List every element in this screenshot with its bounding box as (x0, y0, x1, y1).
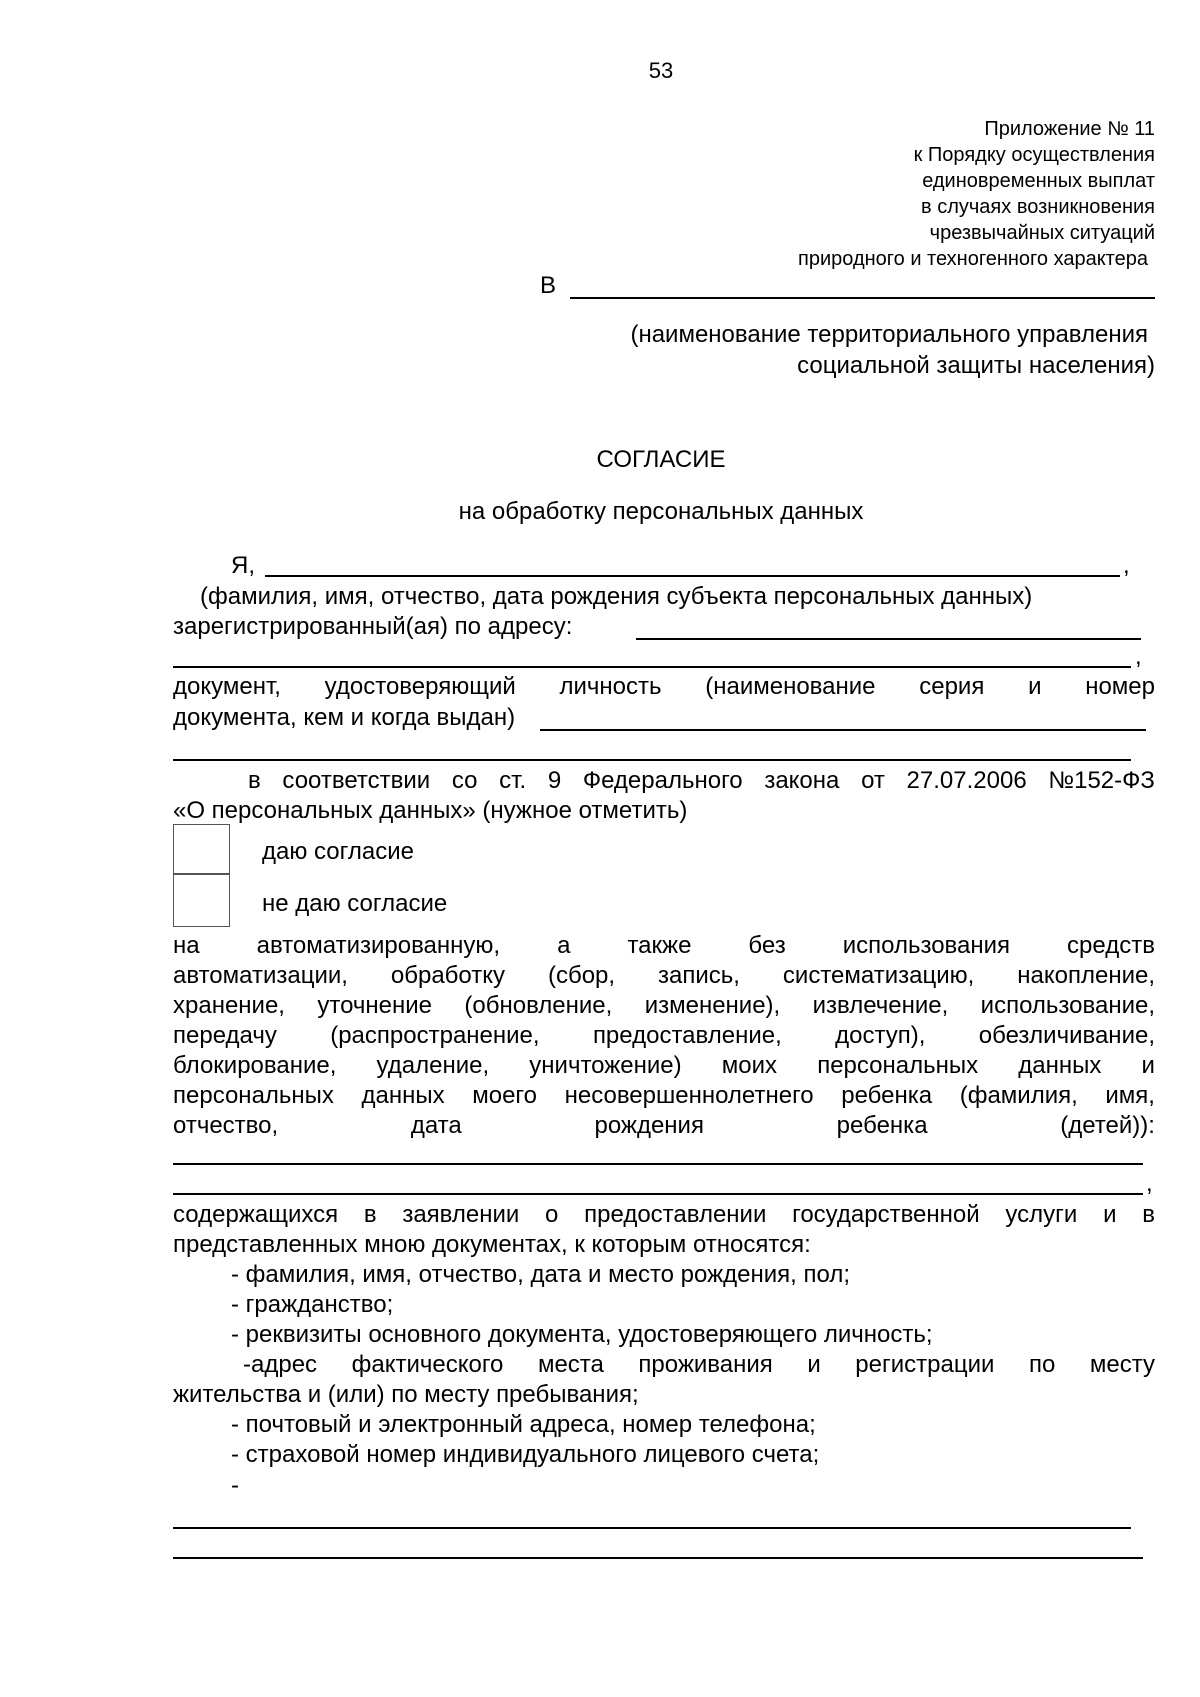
item-word: месту (1089, 1351, 1155, 1378)
processing-line-1 (173, 932, 1155, 960)
processing-word: ребенка (841, 1082, 933, 1109)
processing-line-3 (173, 992, 1155, 1020)
contained-line-2: представленных мною документах, к которым относятся: (173, 1231, 811, 1258)
processing-word: имя, (1105, 1082, 1155, 1109)
item-word: проживания (638, 1351, 773, 1378)
document-word: удостоверяющий (324, 673, 516, 700)
document-subtitle: на обработку персональных данных (458, 498, 864, 525)
annex-line-3: единовременных выплат (922, 170, 1155, 192)
document-line-1 (173, 673, 1155, 701)
law-word: 27.07.2006 (906, 767, 1027, 794)
processing-word: данных (1018, 1052, 1102, 1079)
list-item: - фамилия, имя, отчество, дата и место рождения, пол; (231, 1261, 850, 1288)
subject-prefix: Я, (231, 552, 255, 579)
processing-word: персональных (817, 1052, 979, 1079)
processing-word: (фамилия, (959, 1082, 1078, 1109)
addressee-prefix: В (540, 272, 557, 299)
processing-word: хранение, (173, 992, 285, 1019)
processing-word: использования (842, 932, 1011, 959)
contained-word: в (1142, 1201, 1155, 1228)
processing-word: а (557, 932, 571, 959)
child-info-line-2[interactable] (173, 1193, 1143, 1195)
list-item: - страховой номер индивидуального лицевого счета; (231, 1441, 820, 1468)
other-data-line-1[interactable] (173, 1527, 1131, 1529)
no-consent-label: не даю согласие (262, 890, 448, 917)
processing-word: запись, (658, 962, 740, 989)
law-word: соответствии (282, 767, 431, 794)
processing-line-7 (173, 1112, 1155, 1140)
contained-word: и (1103, 1201, 1117, 1228)
document-word: личность (559, 673, 662, 700)
processing-word: средств (1067, 932, 1155, 959)
subject-name-line[interactable] (265, 575, 1120, 577)
processing-word: персональных (173, 1082, 334, 1109)
processing-line-5 (173, 1052, 1155, 1080)
list-item: - (231, 1472, 239, 1499)
law-word: №152-ФЗ (1048, 767, 1155, 794)
other-data-line-2[interactable] (173, 1557, 1143, 1559)
list-item: - почтовый и электронный адреса, номер телефона; (231, 1411, 816, 1438)
document-line-blank-1[interactable] (540, 729, 1146, 731)
law-word: со (451, 767, 478, 794)
processing-word: уничтожение) (529, 1052, 682, 1079)
addressee-caption-line-1: (наименование территориального управления (630, 321, 1148, 348)
document-word: номер (1085, 673, 1155, 700)
processing-word: удаление, (376, 1052, 490, 1079)
processing-word: обезличивание, (978, 1022, 1155, 1049)
processing-word: систематизацию, (782, 962, 975, 989)
processing-word: моего (472, 1082, 537, 1109)
law-word: Федерального (582, 767, 743, 794)
law-word: ст. (499, 767, 527, 794)
law-word: от (861, 767, 885, 794)
processing-word: (распространение, (330, 1022, 540, 1049)
item-word: и (807, 1351, 821, 1378)
contained-word: государственной (792, 1201, 980, 1228)
list-item (243, 1351, 1155, 1379)
annex-line-6: природного и техногенного характера (798, 248, 1148, 270)
processing-word: (сбор, (547, 962, 616, 989)
contained-word: услуги (1005, 1201, 1078, 1228)
addressee-blank-line[interactable] (570, 297, 1155, 299)
annex-line-4: в случаях возникновения (921, 196, 1155, 218)
processing-line-6 (173, 1082, 1155, 1110)
addressee-caption-line-2: социальной защиты населения) (797, 352, 1155, 379)
item-word: фактического (351, 1351, 504, 1378)
contained-word: заявлении (402, 1201, 520, 1228)
processing-word: изменение), (644, 992, 781, 1019)
page-number: 53 (648, 58, 674, 83)
processing-word: обработку (390, 962, 506, 989)
address-line-2[interactable] (173, 666, 1131, 668)
list-item: - гражданство; (231, 1291, 394, 1318)
processing-word: блокирование, (173, 1052, 337, 1079)
processing-word: также (627, 932, 692, 959)
subject-comma: , (1123, 552, 1130, 579)
contained-word: предоставлении (584, 1201, 767, 1228)
processing-word: уточнение (317, 992, 433, 1019)
annex-line-1: Приложение № 11 (984, 118, 1155, 140)
processing-line-4 (173, 1022, 1155, 1050)
processing-word: использование, (980, 992, 1155, 1019)
consent-label: даю согласие (262, 838, 414, 865)
law-word: в (248, 767, 261, 794)
contained-line-1 (173, 1201, 1155, 1229)
item-word: -адрес (243, 1351, 318, 1378)
document-line-blank-2[interactable] (173, 759, 1131, 761)
annex-line-2: к Порядку осуществления (913, 144, 1155, 166)
processing-word: (обновление, (464, 992, 613, 1019)
document-word: (наименование (705, 673, 876, 700)
item-word: по (1028, 1351, 1056, 1378)
processing-word: без (748, 932, 786, 959)
item-word: регистрации (855, 1351, 995, 1378)
annex-line-5: чрезвычайных ситуаций (929, 222, 1155, 244)
document-line-2: документа, кем и когда выдан) (173, 704, 516, 731)
processing-word: предоставление, (592, 1022, 782, 1049)
contained-word: в (363, 1201, 377, 1228)
document-word: серия (919, 673, 985, 700)
law-word: закона (764, 767, 840, 794)
document-title: СОГЛАСИЕ (596, 446, 726, 473)
address-comma: , (1135, 643, 1142, 670)
contained-word: о (545, 1201, 559, 1228)
processing-word: ребенка (836, 1112, 928, 1139)
law-line-2: «О персональных данных» (нужное отметить) (173, 797, 688, 824)
subject-caption: (фамилия, имя, отчество, дата рождения субъекта персональных данных) (200, 583, 1033, 610)
list-item: - реквизиты основного документа, удостоверяющего личность; (231, 1321, 933, 1348)
list-item-continuation: жительства и (или) по месту пребывания; (173, 1381, 639, 1408)
processing-word: дата (410, 1112, 462, 1139)
processing-word: несовершеннолетнего (564, 1082, 814, 1109)
processing-word: и (1141, 1052, 1155, 1079)
processing-word: на (173, 932, 200, 959)
address-line-1[interactable] (636, 638, 1141, 640)
processing-line-2 (173, 962, 1155, 990)
processing-word: моих (721, 1052, 778, 1079)
processing-word: передачу (173, 1022, 277, 1049)
processing-word: извлечение, (812, 992, 949, 1019)
processing-word: (детей)): (1060, 1112, 1155, 1139)
document-word: документ, (173, 673, 281, 700)
contained-word: содержащихся (173, 1201, 339, 1228)
child-info-comma: , (1146, 1170, 1153, 1197)
address-label: зарегистрированный(ая) по адресу: (173, 613, 573, 640)
document-word: и (1028, 673, 1042, 700)
processing-word: накопление, (1017, 962, 1155, 989)
processing-word: отчество, (173, 1112, 279, 1139)
law-line-1 (248, 767, 1155, 795)
processing-word: данных (361, 1082, 445, 1109)
child-info-line-1[interactable] (173, 1163, 1143, 1165)
processing-word: автоматизации, (173, 962, 348, 989)
law-word: 9 (547, 767, 562, 794)
processing-word: автоматизированную, (256, 932, 501, 959)
processing-word: рождения (594, 1112, 704, 1139)
consent-checkbox[interactable] (173, 824, 230, 874)
processing-word: доступ), (835, 1022, 926, 1049)
no-consent-checkbox[interactable] (173, 874, 230, 927)
item-word: места (537, 1351, 604, 1378)
